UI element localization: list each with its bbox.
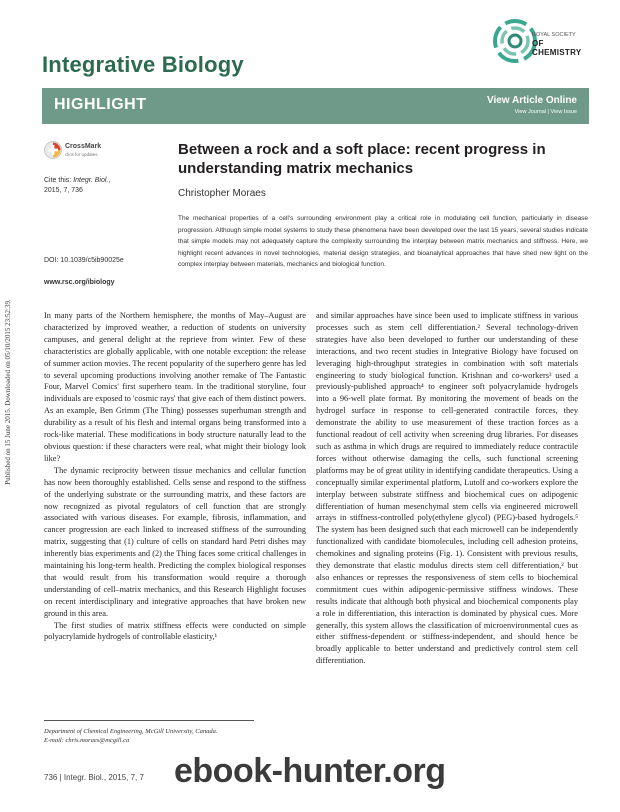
doi: DOI: 10.1039/c5ib90025e [44, 257, 124, 264]
body-column-left [44, 310, 306, 643]
footnote-divider [44, 720, 254, 721]
author-name: Christopher Moraes [178, 188, 266, 199]
journal-title: Integrative Biology [42, 52, 244, 77]
highlight-banner [42, 88, 589, 124]
journal-website-link[interactable]: www.rsc.org/ibiology [44, 279, 115, 286]
affiliation-footnote: Department of Chemical Engineering, McGill University, Canada. E-mail: chris.moraes@mcgill.ca [44, 728, 218, 744]
rsc-wordmark: ROYAL SOCIETY OF CHEMISTRY [532, 32, 582, 57]
article-type-label: HIGHLIGHT [54, 96, 147, 113]
article-title: Between a rock and a soft place: recent progress in understanding matrix mechanics [178, 141, 546, 177]
publication-side-note: Published on 15 June 2015. Downloaded on 05/10/2015 23:52:39. [4, 299, 12, 485]
page-footer: 736 | Integr. Biol., 2015, 7, 7 [44, 773, 144, 782]
body-paragraph: In many parts of the Northern hemisphere, the months of May–August are characterized by improved weather, a reduction of students on university campuses, and general delight at the reprieve from winter. Few of these characteristics are globally applicable, with one notable exception: the release of summer action movies. The recent popularity of the superhero genre has led to several upcoming productions involving another remake of The Fantastic Four, Marvel Comics' first superhero team. In the traditional storyline, four individuals are exposed to 'cosmic rays' that give each of them distinct powers. As an example, Ben Grimm (The Thing) possesses superhuman strength and durability as a result of his flesh and internal organs being transformed into a rock-like material. These modifications in body structure naturally lead to the obvious question: if these characters were real, what might their biology look like? [44, 311, 306, 463]
watermark: ebook-hunter.org [174, 752, 446, 790]
crossmark-badge[interactable]: CrossMark click for updates [44, 141, 114, 163]
rsc-logo [492, 18, 584, 80]
view-article-online-link[interactable]: View Article Online [486, 95, 577, 106]
crossmark-icon [44, 141, 62, 159]
body-paragraph: and similar approaches have since been used to implicate stiffness in various processes such as stem cell differentiation.² Several technology-driven strategies have also been developed to further our understanding of these interactions, and two recent studies in Integrative Biology have focused on leveraging high-throughput strategies in combination with soft materials engineering to study biological function. Krishnan and co-workers³ used a previously-published approach⁴ to engineer soft polyacrylamide hydrogels into a 96-well plate format. By monitoring the movement of beads on the hydrogel surface in response to cell-generated contractile forces, they demonstrate the ability to use measurement of these traction forces as a functional readout of cell activity when screening drug libraries. For diseases such as asthma in which drugs are required to immediately reduce contractile forces without otherwise damaging the cells, such functional screening platforms may be of great utility in identifying candidate therapeutics. Using a conceptually similar experimental platform, Lutolf and co-workers explore the interplay between substrate stiffness and biochemical cues on adipogenic differentiation of human mesenchymal stem cells via engineered microwell arrays in stiffness-controlled poly(ethylene glycol) (PEG)-based hydrogels.⁵ The system has been designed such that each microwell can be independently functionalized with candidate biomolecules, including cell adhesion proteins, chemokines and signaling proteins (Fig. 1). Consistent with previous results, they demonstrate that elastic modulus directs stem cell differentiation,² but also enhances or represses the responsiveness of stem cells to biochemical commitment cues within adipogenic-permissive stiffness windows. These results indicate that although both physical and biochemical components play a role in differentiation, this interaction is dominated by physical cues. More generally, this system allows the classification of microenvironmental cues as either stiffness-dependent or stiffness-independent, and should hence be broadly applicable to better understand and predictively control stem cell differentiation. [316, 311, 578, 666]
body-column-right [316, 310, 578, 667]
citation: Cite this: Integr. Biol., 2015, 7, 736 [44, 177, 111, 194]
view-journal-issue-links[interactable]: View Journal | View Issue [514, 109, 577, 115]
body-paragraph: The first studies of matrix stiffness effects were conducted on simple polyacrylamide hydrogels of controllable elasticity,¹ [44, 620, 306, 642]
abstract: The mechanical properties of a cell's surrounding environment play a critical role in modulating cell function, particularly in disease progression. Although simple model systems to study these phenomena have been developed over the last 15 years, several studies indicate that simple models may not adequately capture the complexity surrounding the interplay between matrix mechanics and stiffness. Here, we highlight recent advances in novel technologies, material design strategies, and bioanalytical approaches that have shed new light on the complex interplay between materials, mechanics and biological function. [178, 215, 588, 268]
body-paragraph: The dynamic reciprocity between tissue mechanics and cellular function has now been thoroughly established. Cells sense and respond to the stiffness of the underlying substrate or the surrounding matrix, and these factors are now recognized as pivotal regulators of cell function that are strongly associated with various diseases. For example, fibrosis, inflammation, and cancer progression are each linked to increased stiffness of the surrounding matrix, suggesting that (1) culture of cells on standard hard Petri dishes may inherently bias experiments and (2) the Thing faces some critical challenges in maintaining his long-term health. Predicting the complex biological responses that would result from his transformation would require a thorough understanding of cell–matrix mechanics, and this Research Highlight focuses on recent interdisciplinary and integrative approaches that have broken new ground in this area. [44, 465, 306, 618]
